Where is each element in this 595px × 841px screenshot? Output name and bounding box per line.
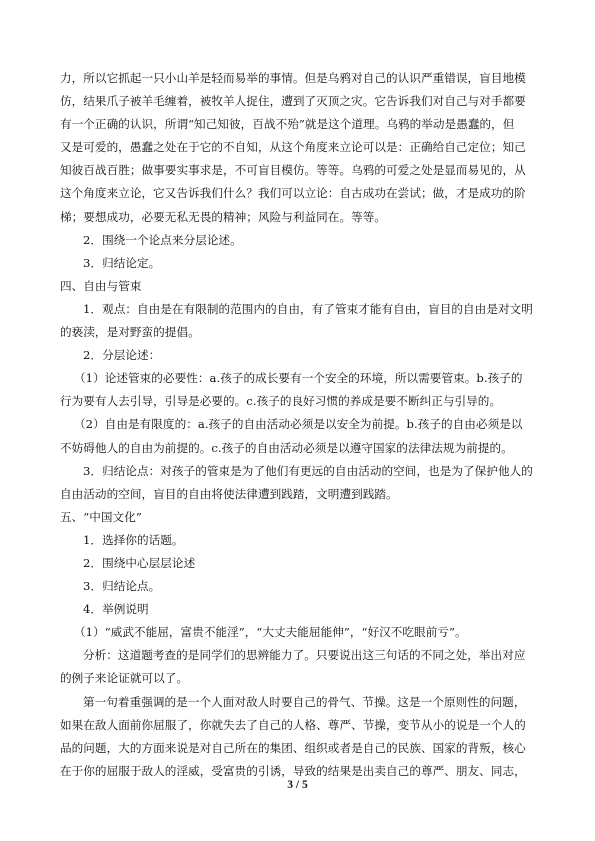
text-line: 知彼百战百胜；做事要实事求是，不可盲目模仿。等等。乌鸦的可爱之处是显而易见的，从 xyxy=(60,163,526,178)
list-item: 3．归结论点。 xyxy=(83,579,161,594)
text-line: 行为要有人去引导，引导是必要的。c.孩子的良好习惯的养成是要不断纠正与引导的。 xyxy=(60,394,502,409)
text-line: 如果在敌人面前你屈服了，你就失去了自己的人格、尊严、节操，变节从小的说是一个人的 xyxy=(60,717,526,732)
text-line: 品的问题，大的方面来说是对自己所在的集团、组织或者是自己的民族、国家的背叛，核心 xyxy=(60,740,526,755)
text-line: 不妨碍他人的自由为前提的。c.孩子的自由活动必须是以遵守国家的法律法规为前提的。 xyxy=(60,440,513,455)
text-line: 有一个正确的认识，所谓“知己知彼，百战不殆”就是这个道理。乌鸦的举动是愚蠢的，但 xyxy=(60,117,515,132)
sub-item: （2）自由是有限度的：a.孩子的自由活动必须是以安全为前提。b.孩子的自由必须是以 xyxy=(74,417,523,432)
sub-item: （1）论述管束的必要性：a.孩子的成长要有一个安全的环境，所以需要管束。b.孩子的 xyxy=(74,371,523,386)
page-number: 3 / 5 xyxy=(287,779,308,791)
list-item: 2．分层论述： xyxy=(83,348,161,363)
list-item: 3．归结论点：对孩子的管束是为了他们有更远的自由活动的空间，也是为了保护他人的 xyxy=(83,463,533,478)
list-item: 1．选择你的话题。 xyxy=(83,532,184,547)
text-line: 力，所以它抓起一只小山羊是轻而易举的事情。但是乌鸦对自己的认识严重错误，盲目地模 xyxy=(60,71,526,85)
section-heading: 五、“中国文化” xyxy=(60,509,142,524)
sub-item: （1）“威武不能屈，富贵不能淫”，“大丈夫能屈能伸”，“好汉不吃眼前亏”。 xyxy=(74,625,467,640)
list-item: 2．围绕一个论点来分层论述。 xyxy=(83,232,242,247)
text-line: 这个角度来立论，它又告诉我们什么？我们可以立论：自古成功在尝试；做，才是成功的阶 xyxy=(60,186,526,201)
text-line: 的例子来论证就可以了。 xyxy=(60,671,189,686)
list-item: 1．观点：自由是在有限制的范围内的自由，有了管束才能有自由，盲目的自由是对文明 xyxy=(83,301,533,316)
list-item: 4．举例说明 xyxy=(83,602,149,617)
text-line: 的亵渎，是对野蛮的提倡。 xyxy=(60,325,200,340)
text-line: 在于你的屈服于敌人的淫威，受富贵的引诱，导致的结果是出卖自己的尊严、朋友、同志， xyxy=(60,763,526,778)
text-line: 梯；要想成功，必要无私无畏的精神；风险与利益同在。等等。 xyxy=(60,209,387,224)
list-item: 3．归结论定。 xyxy=(83,255,161,270)
paragraph-start: 第一句着重强调的是一个人面对敌人时要自己的骨气、节操。这是一个原则性的问题， xyxy=(83,694,526,709)
text-line: 又是可爱的，愚蠢之处在于它的不自知，从这个角度来立论可以是：正确给自己定位；知己 xyxy=(60,140,526,155)
document-body xyxy=(60,67,542,783)
section-heading: 四、自由与管束 xyxy=(60,278,142,293)
list-item: 2．围绕中心层层论述 xyxy=(83,555,196,570)
paragraph-start: 分析：这道题考查的是同学们的思辨能力了。只要说出这三句话的不同之处，举出对应 xyxy=(83,648,526,663)
text-line: 自由活动的空间，盲目的自由将使法律遭到践踏，文明遭到践踏。 xyxy=(60,486,398,501)
text-line: 仿，结果爪子被羊毛缠着，被牧羊人捉住，遭到了灭顶之灾。它告诉我们对自己与对手都要 xyxy=(60,94,526,109)
